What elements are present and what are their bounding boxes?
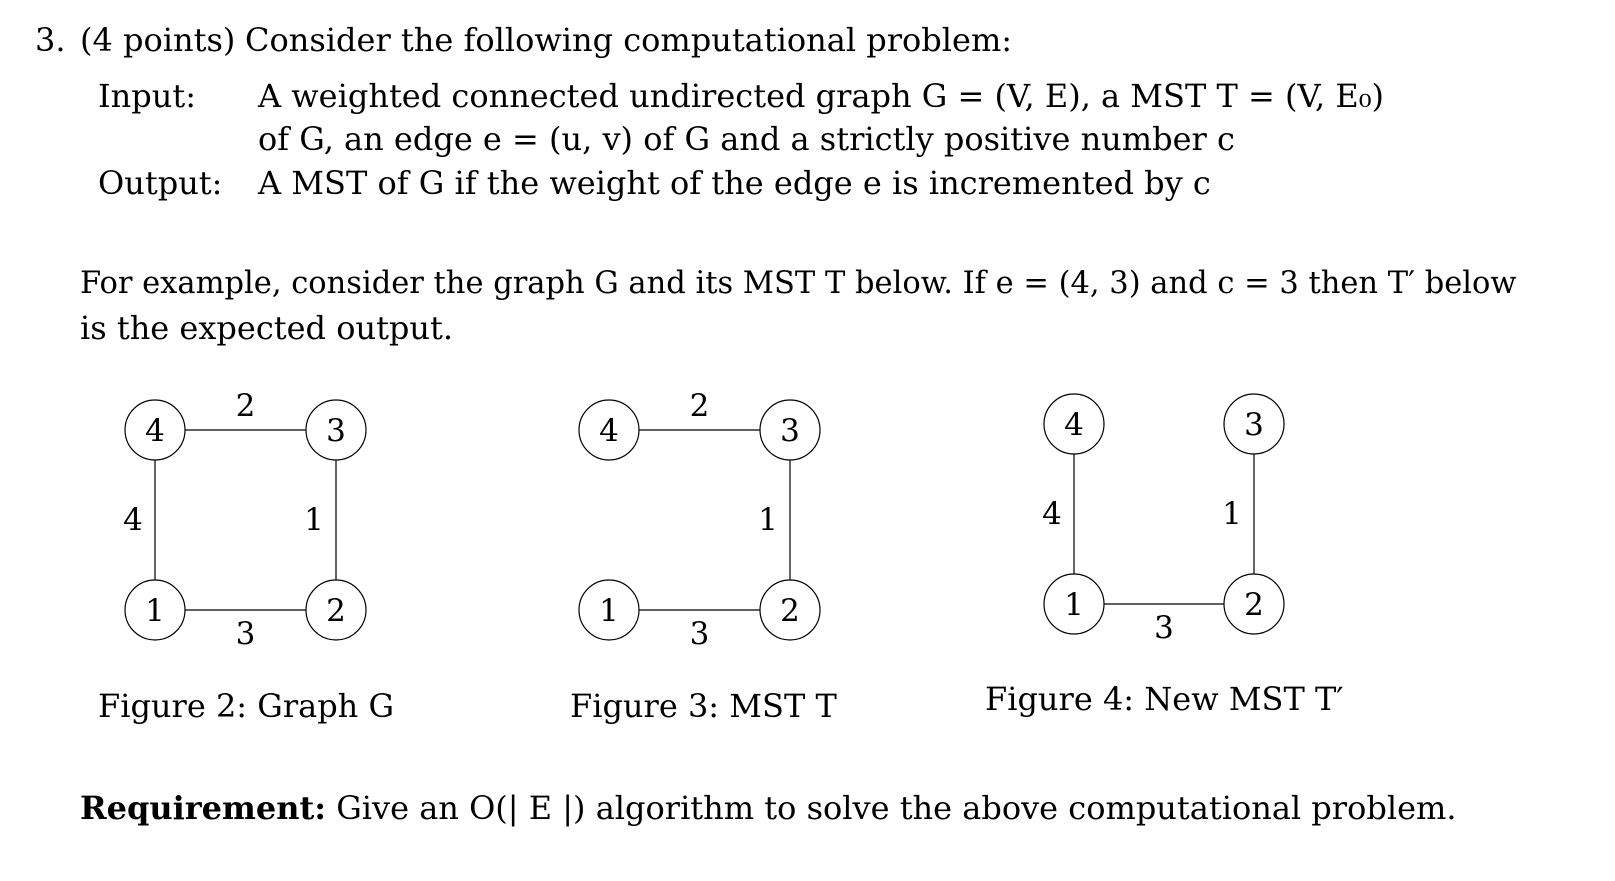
node-label-1: 1 bbox=[1064, 587, 1084, 623]
requirement bbox=[80, 789, 1457, 827]
edge-weight-1-2: 3 bbox=[1154, 610, 1174, 646]
edge-weight-3-2: 1 bbox=[1222, 496, 1242, 532]
example-line-1: For example, consider the graph G and its MST T below. If e = (4, 3) and c = 3 then T′ below bbox=[80, 266, 1517, 301]
problem-intro: Consider the following computational problem: bbox=[245, 21, 1013, 59]
output-label: Output: bbox=[98, 164, 223, 202]
node-label-2: 2 bbox=[326, 593, 346, 629]
node-label-2: 2 bbox=[1244, 587, 1264, 623]
figure-2-graph bbox=[123, 388, 366, 652]
figure-3-caption: Figure 3: MST T bbox=[570, 687, 837, 725]
node-label-3: 3 bbox=[780, 413, 800, 449]
requirement-text: Give an O(| E |) algorithm to solve the above computational problem. bbox=[336, 789, 1457, 827]
example-line-2: is the expected output. bbox=[80, 309, 454, 347]
input-line-1: A weighted connected undirected graph G = (V, E), a MST T = (V, E₀) bbox=[258, 77, 1384, 115]
figure-4-caption: Figure 4: New MST T′ bbox=[985, 680, 1344, 718]
problem-points: (4 points) bbox=[80, 21, 236, 59]
node-label-1: 1 bbox=[599, 593, 619, 629]
node-label-3: 3 bbox=[326, 413, 346, 449]
node-label-3: 3 bbox=[1244, 407, 1264, 443]
requirement-label: Requirement: bbox=[80, 789, 327, 827]
figure-4-graph bbox=[1042, 394, 1284, 646]
edge-weight-4-1: 4 bbox=[1042, 496, 1062, 532]
figure-3-graph bbox=[579, 388, 820, 652]
figure-2-caption: Figure 2: Graph G bbox=[98, 687, 395, 725]
edge-weight-3-2: 1 bbox=[304, 502, 324, 538]
node-label-1: 1 bbox=[145, 593, 165, 629]
edge-weight-1-2: 3 bbox=[235, 616, 256, 652]
edge-weight-4-1: 4 bbox=[123, 502, 143, 538]
problem-number: 3. bbox=[35, 21, 66, 59]
edge-weight-1-2: 3 bbox=[689, 616, 710, 652]
input-line-2: of G, an edge e = (u, v) of G and a strictly positive number c bbox=[258, 120, 1235, 158]
node-label-4: 4 bbox=[599, 413, 619, 449]
input-label: Input: bbox=[98, 77, 196, 115]
output-line: A MST of G if the weight of the edge e is incremented by c bbox=[258, 164, 1211, 202]
edge-weight-4-3: 2 bbox=[235, 388, 256, 424]
node-label-2: 2 bbox=[780, 593, 800, 629]
edge-weight-3-2: 1 bbox=[758, 502, 778, 538]
node-label-4: 4 bbox=[145, 413, 165, 449]
edge-weight-4-3: 2 bbox=[689, 388, 710, 424]
node-label-4: 4 bbox=[1064, 407, 1084, 443]
